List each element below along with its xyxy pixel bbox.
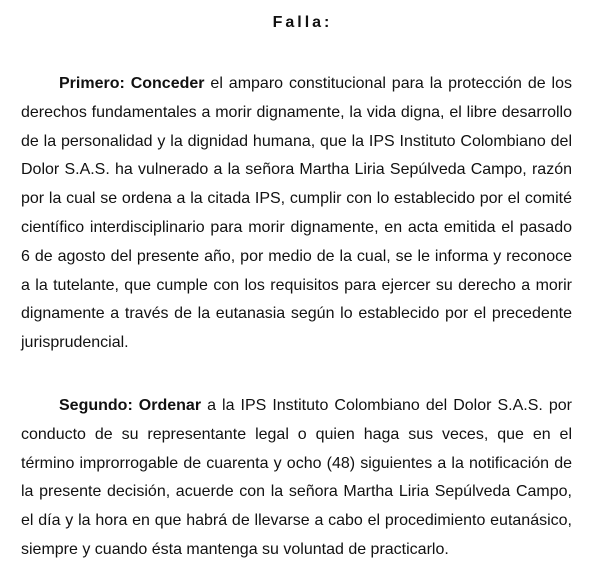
paragraph-primero (21, 70, 572, 358)
paragraph-lead: Primero: Conceder (59, 75, 205, 92)
paragraph-segundo (21, 392, 572, 565)
section-heading: Falla: (272, 14, 333, 31)
paragraph-lead: Segundo: Ordenar (59, 396, 202, 414)
paragraph-body: el amparo constitucional para la protección de los derechos fundamentales a morir dignamente, la vida digna, el libre desarrollo de la personalidad y la dignidad humana, que la IPS Instituto Colombiano del Dolor S.A.S. ha vulnerado a la señora Martha Liria Sepúlveda Campo, razón por la cual se ordena a la citada IPS, cumplir con lo establecido por el comité científico interdisciplinario para morir dignamente, en acta emitida el pasado 6 de agosto del presente año, por medio de la cual, se le informa y reconoce a la tutelante, que cumple con los requisitos para ejercer su derecho a morir dignamente a través de la eutanasia según lo establecido por el precedente jurisprudencial. (21, 75, 572, 352)
paragraph-body: a la IPS Instituto Colombiano del Dolor S.A.S. por conducto de su representante legal o quien haga sus veces, que en el término improrrogable de cuarenta y ocho (48) siguientes a la notificación de la presente decisión, acuerde con la señora Martha Liria Sepúlveda Campo, el día y la hora en que habrá de llevarse a cabo el procedimiento eutanásico, siempre y cuando ésta mantenga su voluntad de practicarlo. (21, 396, 573, 558)
